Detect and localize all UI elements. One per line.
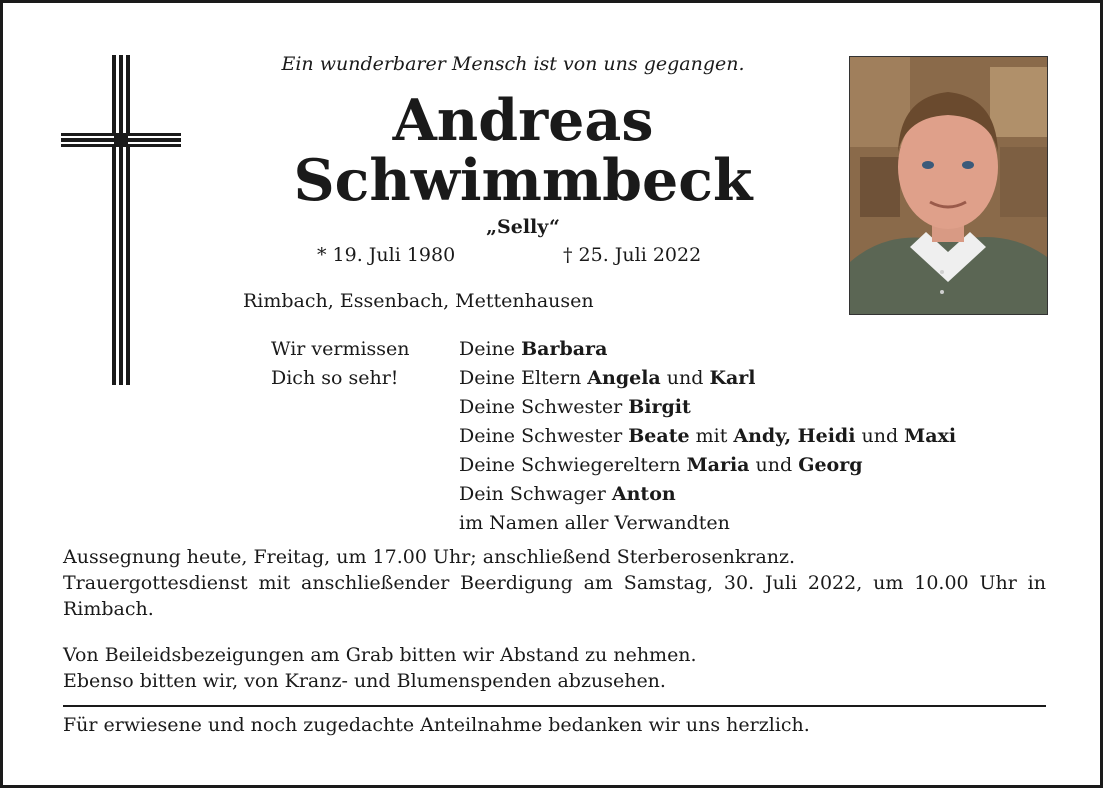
birth-date: * 19. Juli 1980 <box>317 244 456 266</box>
family-line-text: Dein Schwager <box>459 483 612 505</box>
family-member-name: Georg <box>798 454 863 476</box>
family-line <box>459 335 956 364</box>
family-line-text: Deine Schwiegereltern <box>459 454 687 476</box>
family-member-name: Barbara <box>521 338 608 360</box>
family-line-text: Deine Schwester <box>459 396 629 418</box>
family-member-name: Birgit <box>628 396 691 418</box>
family-member-name: Karl <box>709 367 756 389</box>
miss-line: Dich so sehr! <box>271 367 399 389</box>
nickname: „Selly“ <box>486 216 560 238</box>
family-line-text: Deine Eltern <box>459 367 588 389</box>
first-name: Andreas <box>392 87 654 154</box>
family-line-text: und <box>660 367 710 389</box>
divider <box>63 705 1046 707</box>
family-line-text: Deine Schwester <box>459 425 629 447</box>
family-line <box>459 393 956 422</box>
location: Rimbach, Essenbach, Mettenhausen <box>243 290 594 312</box>
miss-text <box>271 335 410 393</box>
request-line: Ebenso bitten wir, von Kranz- und Blumenspenden abzusehen. <box>63 670 666 692</box>
deceased-name <box>163 87 883 214</box>
family-line-text: und <box>749 454 799 476</box>
thanks-text: Für erwiesene und noch zugedachte Anteilnahme bedanken wir uns herzlich. <box>63 714 810 736</box>
family-member-name: Maria <box>686 454 750 476</box>
request-line: Von Beileidsbezeigungen am Grab bitten wir Abstand zu nehmen. <box>63 644 697 666</box>
condolence-request <box>63 642 697 694</box>
family-member-name: Beate <box>628 425 690 447</box>
blessing-text: Aussegnung heute, Freitag, um 17.00 Uhr; anschließend Sterberosenkranz. <box>63 546 796 568</box>
family-line-text: Deine <box>459 338 522 360</box>
service-text: Trauergottesdienst mit anschließender Beerdigung am Samstag, 30. Juli 2022, um 10.00 Uhr in Rimbach. <box>63 572 1046 620</box>
family-member-name: Angela <box>587 367 661 389</box>
family-line <box>459 480 956 509</box>
family-line <box>459 422 956 451</box>
funeral-details <box>63 544 1046 622</box>
family-line-text: mit <box>689 425 734 447</box>
miss-line: Wir vermissen <box>271 338 410 360</box>
family-list <box>459 335 956 538</box>
last-name: Schwimmbeck <box>293 147 753 214</box>
family-member-name: Maxi <box>904 425 957 447</box>
family-member-name: Anton <box>611 483 676 505</box>
family-line-text: und <box>855 425 905 447</box>
family-line: im Namen aller Verwandten <box>459 512 730 534</box>
death-date: † 25. Juli 2022 <box>563 244 702 266</box>
family-line <box>459 364 956 393</box>
family-line <box>459 451 956 480</box>
family-member-name: Andy, Heidi <box>733 425 856 447</box>
intro-line: Ein wunderbarer Mensch ist von uns gegangen. <box>281 53 745 75</box>
